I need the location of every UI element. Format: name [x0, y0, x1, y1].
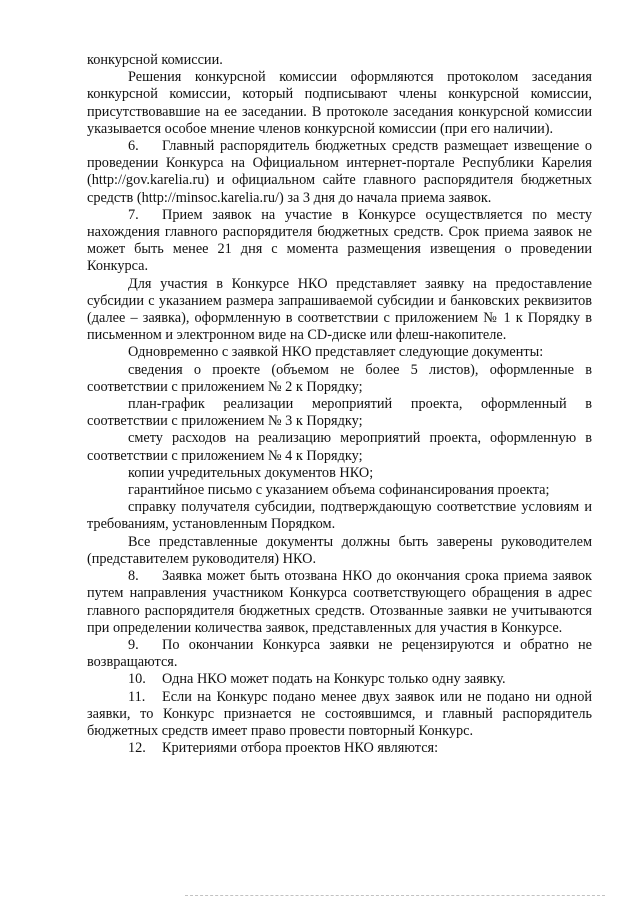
paragraph-certification: Все представленные документы должны быть заверены руководителем (представителем руководителя) НКО. — [87, 533, 592, 567]
list-item: гарантийное письмо с указанием объема софинансирования проекта; — [128, 482, 550, 499]
scan-artifact-lines — [185, 895, 605, 902]
clause-text: Критериями отбора проектов НКО являются: — [162, 740, 439, 757]
paragraph-application: Для участия в Конкурсе НКО представляет заявку на предоставление субсидии с указанием размера запрашиваемой субсидии и банковских реквизитов (далее – заявка), оформленную в соответствии с приложением № 1 к Порядку в письменном и электронном виде на CD-диске или флеш-накопителе. — [87, 275, 592, 344]
document-page — [87, 52, 592, 757]
clause-text: Прием заявок на участие в Конкурсе осуществляется по месту нахождения главного распорядителя бюджетных средств. Срок приема заявок не может быть менее 21 дня с момента размещения извещения о проведении Конкурса. — [87, 206, 592, 275]
clause-10 — [87, 671, 592, 688]
clause-number: 12. — [128, 740, 146, 757]
list-item: сведения о проекте (объемом не более 5 листов), оформленные в соответствии с приложением № 2 к Порядку; — [87, 361, 592, 395]
paragraph-commission-decisions: Решения конкурсной комиссии оформляются протоколом заседания конкурсной комиссии, который подписывают члены конкурсной комиссии, присутствовавшие на ее заседании. В протоколе заседания конкурсной комиссии указывается особое мнение членов конкурсной комиссии (при его наличии). — [87, 69, 592, 137]
clause-7 — [87, 207, 592, 276]
clause-text: Главный распорядитель бюджетных средств размещает извещение о проведении Конкурса на Официальном интернет-портале Республики Карелия (http://gov.karelia.ru) и официальном сайте главного распорядителя бюджетных средств (http://minsoc.karelia.ru/) за 3 дня до начала приема заявок. — [87, 138, 592, 206]
clause-number: 7. — [128, 206, 139, 223]
clause-number: 11. — [128, 688, 146, 705]
clause-8 — [87, 568, 592, 637]
clause-text: По окончании Конкурса заявки не рецензируются и обратно не возвращаются. — [87, 636, 592, 671]
clause-text: Если на Конкурс подано менее двух заявок или не подано ни одной заявки, то Конкурс признается не состоявшимся, и главный распорядитель бюджетных средств имеет право провести повторный Конкурс. — [87, 688, 592, 739]
paragraph-documents-intro: Одновременно с заявкой НКО представляет следующие документы: — [128, 344, 544, 361]
clause-number: 8. — [128, 568, 139, 585]
clause-number: 6. — [128, 138, 139, 155]
clause-12 — [87, 740, 592, 757]
clause-number: 10. — [128, 671, 146, 688]
list-item: справку получателя субсидии, подтверждающую соответствие условиям и требованиям, установленным Порядком. — [87, 499, 592, 533]
paragraph-continuation: конкурсной комиссии. — [87, 52, 223, 68]
list-item: копии учредительных документов НКО; — [128, 464, 374, 481]
list-item: план-график реализации мероприятий проекта, оформленный в соответствии с приложением № 3 к Порядку; — [87, 396, 592, 430]
clause-9 — [87, 637, 592, 671]
clause-text: Одна НКО может подать на Конкурс только одну заявку. — [162, 671, 506, 688]
clause-6 — [87, 138, 592, 207]
clause-11 — [87, 689, 592, 741]
clause-text: Заявка может быть отозвана НКО до окончания срока приема заявок путем направления участником Конкурса соответствующего обращения в адрес главного распорядителя бюджетных средств. Отозванные заявки не учитываются при определении количества заявок, представленных для участия в Конкурсе. — [87, 568, 592, 636]
list-item: смету расходов на реализацию мероприятий проекта, оформленную в соответствии с приложением № 4 к Порядку; — [87, 430, 592, 464]
clause-number: 9. — [128, 636, 139, 653]
